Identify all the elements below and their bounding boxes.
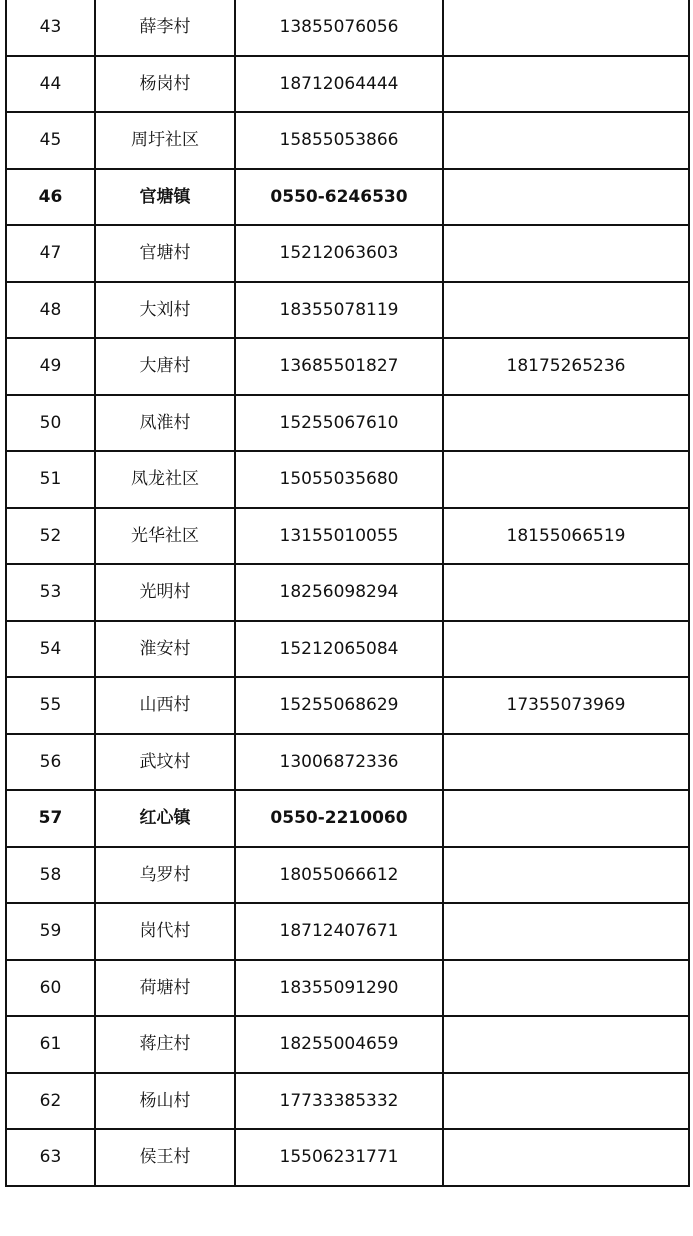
- row-number-cell: 53: [6, 564, 95, 621]
- primary-phone-cell: 0550-2210060: [235, 790, 443, 847]
- place-name-cell: 武坟村: [95, 734, 235, 791]
- row-number-cell: 51: [6, 451, 95, 508]
- primary-phone-cell: 18256098294: [235, 564, 443, 621]
- secondary-phone-cell: [443, 621, 689, 678]
- secondary-phone-cell: [443, 451, 689, 508]
- table-row: [6, 338, 689, 395]
- place-name-cell: 薛李村: [95, 0, 235, 56]
- primary-phone-cell: 18712064444: [235, 56, 443, 113]
- row-number-cell: 62: [6, 1073, 95, 1130]
- primary-phone-cell: 18355078119: [235, 282, 443, 339]
- table-row: [6, 564, 689, 621]
- row-number-cell: 45: [6, 112, 95, 169]
- table-row: [6, 903, 689, 960]
- row-number-cell: 55: [6, 677, 95, 734]
- primary-phone-cell: 18355091290: [235, 960, 443, 1017]
- table-row: [6, 1073, 689, 1130]
- row-number-cell: 43: [6, 0, 95, 56]
- secondary-phone-cell: [443, 1073, 689, 1130]
- primary-phone-cell: 15055035680: [235, 451, 443, 508]
- primary-phone-cell: 15855053866: [235, 112, 443, 169]
- secondary-phone-cell: [443, 847, 689, 904]
- place-name-cell: 岗代村: [95, 903, 235, 960]
- place-name-cell: 凤龙社区: [95, 451, 235, 508]
- place-name-cell: 官塘镇: [95, 169, 235, 226]
- secondary-phone-cell: [443, 112, 689, 169]
- row-number-cell: 44: [6, 56, 95, 113]
- table-row: [6, 451, 689, 508]
- place-name-cell: 大刘村: [95, 282, 235, 339]
- primary-phone-cell: 15255068629: [235, 677, 443, 734]
- table-row: [6, 282, 689, 339]
- row-number-cell: 54: [6, 621, 95, 678]
- contact-table-container: [5, 0, 688, 1187]
- secondary-phone-cell: [443, 169, 689, 226]
- row-number-cell: 58: [6, 847, 95, 904]
- place-name-cell: 大唐村: [95, 338, 235, 395]
- place-name-cell: 山西村: [95, 677, 235, 734]
- place-name-cell: 光华社区: [95, 508, 235, 565]
- place-name-cell: 淮安村: [95, 621, 235, 678]
- table-row: [6, 1129, 689, 1186]
- place-name-cell: 周圩社区: [95, 112, 235, 169]
- secondary-phone-cell: [443, 903, 689, 960]
- row-number-cell: 59: [6, 903, 95, 960]
- primary-phone-cell: 15506231771: [235, 1129, 443, 1186]
- village-contact-table: [5, 0, 690, 1187]
- row-number-cell: 46: [6, 169, 95, 226]
- place-name-cell: 光明村: [95, 564, 235, 621]
- primary-phone-cell: 18712407671: [235, 903, 443, 960]
- row-number-cell: 57: [6, 790, 95, 847]
- secondary-phone-cell: [443, 0, 689, 56]
- secondary-phone-cell: [443, 564, 689, 621]
- place-name-cell: 红心镇: [95, 790, 235, 847]
- secondary-phone-cell: [443, 734, 689, 791]
- primary-phone-cell: 15212065084: [235, 621, 443, 678]
- secondary-phone-cell: 17355073969: [443, 677, 689, 734]
- place-name-cell: 官塘村: [95, 225, 235, 282]
- town-row: [6, 790, 689, 847]
- secondary-phone-cell: [443, 790, 689, 847]
- primary-phone-cell: 13006872336: [235, 734, 443, 791]
- table-row: [6, 112, 689, 169]
- place-name-cell: 凤淮村: [95, 395, 235, 452]
- row-number-cell: 47: [6, 225, 95, 282]
- table-row: [6, 734, 689, 791]
- primary-phone-cell: 13855076056: [235, 0, 443, 56]
- place-name-cell: 荷塘村: [95, 960, 235, 1017]
- row-number-cell: 50: [6, 395, 95, 452]
- secondary-phone-cell: [443, 1129, 689, 1186]
- place-name-cell: 侯王村: [95, 1129, 235, 1186]
- place-name-cell: 杨岗村: [95, 56, 235, 113]
- primary-phone-cell: 13155010055: [235, 508, 443, 565]
- row-number-cell: 63: [6, 1129, 95, 1186]
- table-row: [6, 225, 689, 282]
- secondary-phone-cell: [443, 225, 689, 282]
- row-number-cell: 56: [6, 734, 95, 791]
- primary-phone-cell: 15212063603: [235, 225, 443, 282]
- primary-phone-cell: 0550-6246530: [235, 169, 443, 226]
- place-name-cell: 蒋庄村: [95, 1016, 235, 1073]
- table-row: [6, 847, 689, 904]
- table-row: [6, 960, 689, 1017]
- primary-phone-cell: 18255004659: [235, 1016, 443, 1073]
- table-row: [6, 621, 689, 678]
- row-number-cell: 52: [6, 508, 95, 565]
- secondary-phone-cell: [443, 960, 689, 1017]
- table-body: [6, 0, 689, 1186]
- secondary-phone-cell: 18175265236: [443, 338, 689, 395]
- primary-phone-cell: 13685501827: [235, 338, 443, 395]
- table-row: [6, 56, 689, 113]
- table-row: [6, 0, 689, 56]
- secondary-phone-cell: [443, 395, 689, 452]
- secondary-phone-cell: [443, 1016, 689, 1073]
- row-number-cell: 61: [6, 1016, 95, 1073]
- table-row: [6, 1016, 689, 1073]
- secondary-phone-cell: 18155066519: [443, 508, 689, 565]
- primary-phone-cell: 17733385332: [235, 1073, 443, 1130]
- place-name-cell: 杨山村: [95, 1073, 235, 1130]
- table-row: [6, 677, 689, 734]
- row-number-cell: 48: [6, 282, 95, 339]
- primary-phone-cell: 18055066612: [235, 847, 443, 904]
- row-number-cell: 60: [6, 960, 95, 1017]
- row-number-cell: 49: [6, 338, 95, 395]
- table-row: [6, 508, 689, 565]
- primary-phone-cell: 15255067610: [235, 395, 443, 452]
- table-row: [6, 395, 689, 452]
- secondary-phone-cell: [443, 56, 689, 113]
- town-row: [6, 169, 689, 226]
- secondary-phone-cell: [443, 282, 689, 339]
- place-name-cell: 乌罗村: [95, 847, 235, 904]
